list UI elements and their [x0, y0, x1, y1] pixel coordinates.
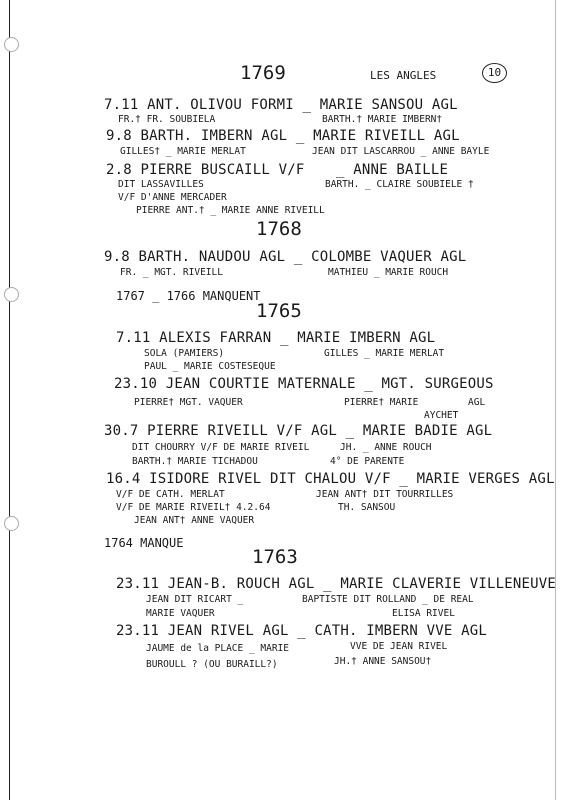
entry-line: MATHIEU _ MARIE ROUCH [328, 267, 449, 278]
missing-year-note: 1764 MANQUE [104, 536, 184, 550]
punch-hole-icon [4, 287, 19, 302]
entry-line: 2.8 PIERRE BUSCAILL V/F [106, 162, 305, 178]
entry-line: _ ANNE BAILLE [336, 162, 449, 178]
entry-line: PIERRE† MARIE [344, 397, 419, 408]
missing-years-note: 1767 _ 1766 MANQUENT [116, 289, 261, 303]
entry-line: PIERRE ANT.† _ MARIE ANNE RIVEILL [136, 205, 325, 216]
punch-hole-icon [4, 516, 19, 531]
entry-line: PAUL _ MARIE COSTESEQUE [144, 361, 276, 372]
entry-line: 23.10 JEAN COURTIE MATERNALE _ MGT. SURGEOUS [114, 376, 494, 392]
entry-line: JEAN DIT LASCARROU _ ANNE BAYLE [312, 146, 490, 157]
year-heading-1769: 1769 [240, 62, 286, 84]
entry-line: DIT LASSAVILLES [118, 179, 204, 190]
entry-line: JH. _ ANNE ROUCH [340, 442, 432, 453]
entry-line: BAPTISTE DIT ROLLAND _ DE REAL [302, 594, 474, 605]
entry-line: FR.† FR. SOUBIELA [118, 114, 216, 125]
entry-line: BUROULL ? (OU BURAILL?) [146, 659, 278, 670]
entry-line: 16.4 ISIDORE RIVEL DIT CHALOU V/F _ MARIE VERGES AGL [106, 471, 555, 487]
entry-line: BARTH.† MARIE IMBERN† [322, 114, 443, 125]
page-number: 10 [482, 63, 507, 83]
entry-line: 4° DE PARENTE [330, 456, 405, 467]
entry-line: V/F DE CATH. MERLAT [116, 489, 225, 500]
entry-line: JAUME de la PLACE _ MARIE [146, 643, 289, 654]
entry-line: MARIE VAQUER [146, 608, 215, 619]
entry-line: AYCHET [424, 410, 459, 421]
entry-line: 7.11 ANT. OLIVOU FORMI _ MARIE SANSOU AGL [104, 97, 458, 113]
entry-line: 23.11 JEAN-B. ROUCH AGL _ MARIE CLAVERIE VILLENEUVE [116, 576, 557, 592]
entry-line: JEAN ANT† DIT TOURRILLES [316, 489, 454, 500]
entry-line: V/F D'ANNE MERCADER [118, 192, 227, 203]
entry-line: 9.8 BARTH. IMBERN AGL _ MARIE RIVEILL AGL [106, 128, 460, 144]
entry-line: JEAN ANT† ANNE VAQUER [134, 515, 255, 526]
entry-line: GILLES _ MARIE MERLAT [324, 348, 445, 359]
entry-line: PIERRE† MGT. VAQUER [134, 397, 243, 408]
entry-line: JH.† ANNE SANSOU† [334, 656, 432, 667]
entry-line: SOLA (PAMIERS) [144, 348, 225, 359]
year-heading-1768: 1768 [256, 218, 302, 240]
entry-line: FR. _ MGT. RIVEILL [120, 267, 223, 278]
punch-hole-icon [4, 37, 19, 52]
entry-line: 7.11 ALEXIS FARRAN _ MARIE IMBERN AGL [116, 330, 436, 346]
place-heading: LES ANGLES [370, 69, 437, 82]
entry-line: VVE DE JEAN RIVEL [350, 641, 448, 652]
binder-line [9, 0, 10, 800]
entry-line: BARTH. _ CLAIRE SOUBIELE † [325, 179, 474, 190]
entry-line: DIT CHOURRY V/F DE MARIE RIVEIL [132, 442, 310, 453]
entry-line: TH. SANSOU [338, 502, 396, 513]
entry-line: 9.8 BARTH. NAUDOU AGL _ COLOMBE VAQUER AGL [104, 249, 467, 265]
year-heading-1765: 1765 [256, 300, 302, 322]
entry-line: 30.7 PIERRE RIVEILL V/F AGL _ MARIE BADIE AGL [104, 423, 493, 439]
entry-line: BARTH.† MARIE TICHADOU [132, 456, 258, 467]
page-edge [555, 0, 556, 800]
year-heading-1763: 1763 [252, 546, 298, 568]
entry-line: V/F DE MARIE RIVEIL† 4.2.64 [116, 502, 271, 513]
entry-line: ELISA RIVEL [392, 608, 455, 619]
entry-line: JEAN DIT RICART _ [146, 594, 244, 605]
entry-line: AGL [468, 397, 486, 408]
entry-line: 23.11 JEAN RIVEL AGL _ CATH. IMBERN VVE AGL [116, 623, 488, 639]
entry-line: GILLES† _ MARIE MERLAT [120, 146, 246, 157]
